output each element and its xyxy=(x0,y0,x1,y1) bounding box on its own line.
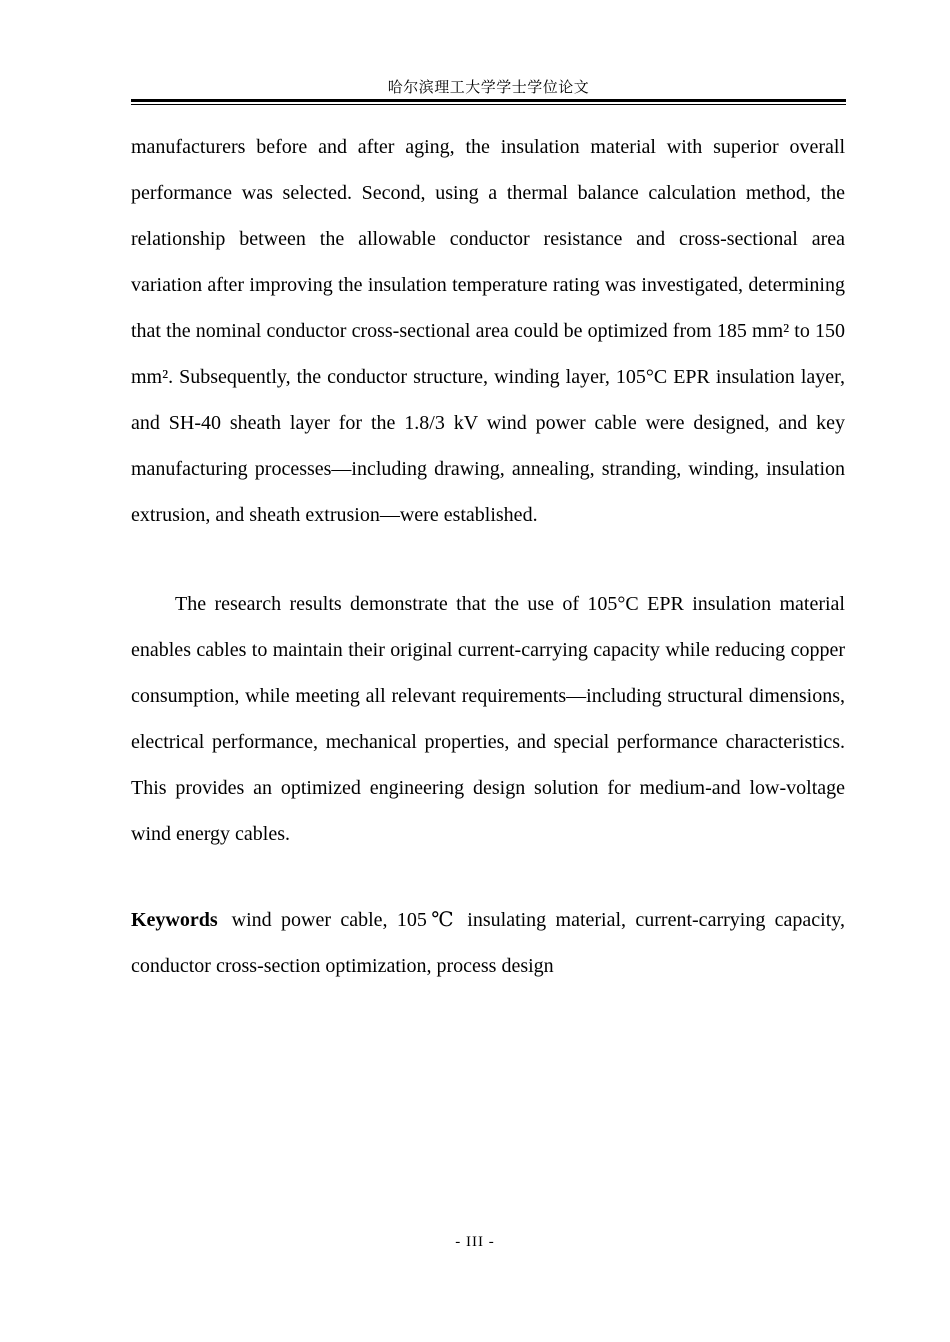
keywords-label: Keywords xyxy=(131,909,218,931)
keywords-text: wind power cable, 105℃ insulating material, current-carrying capacity, conductor cross-section optimization, process design xyxy=(131,909,845,977)
keywords-section xyxy=(131,897,845,989)
body-paragraph-continued: manufacturers before and after aging, the insulation material with superior overall performance was selected. Second, using a thermal balance calculation method, the relationship between the allowable conductor resistance and cross-sectional area variation after improving the insulation temperature rating was investigated, determining that the nominal conductor cross-sectional area could be optimized from 185 mm² to 150 mm². Subsequently, the conductor structure, winding layer, 105°C EPR insulation layer, and SH-40 sheath layer for the 1.8/3 kV wind power cable were designed, and key manufacturing processes—including drawing, annealing, stranding, winding, insulation extrusion, and sheath extrusion—were established. xyxy=(131,136,845,526)
body-paragraph-results: The research results demonstrate that the use of 105°C EPR insulation material enables cables to maintain their original current-carrying capacity while reducing copper consumption, while meeting all relevant requirements—including structural dimensions, electrical performance, mechanical properties, and special performance characteristics. This provides an optimized engineering design solution for medium-and low-voltage wind energy cables. xyxy=(131,593,845,845)
header-rule-thin xyxy=(131,104,846,105)
running-header: 哈尔滨理工大学学士学位论文 xyxy=(387,80,590,96)
header-rule-thick xyxy=(131,99,846,102)
page-number: - III - xyxy=(455,1234,495,1250)
